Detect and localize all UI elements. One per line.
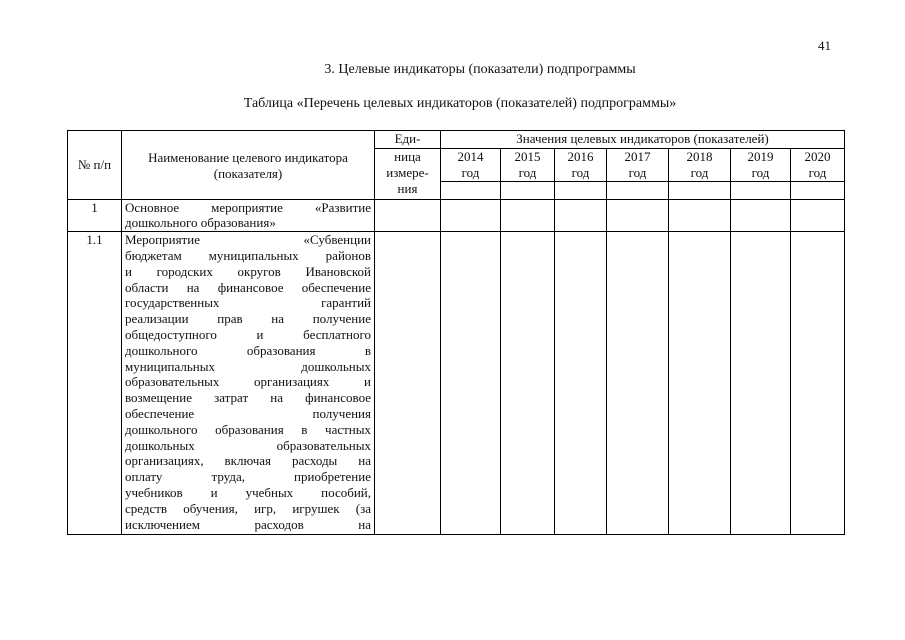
row-name-line: образовательных организациях и bbox=[125, 374, 371, 390]
row-value-2017 bbox=[607, 232, 669, 535]
table-caption: Таблица «Перечень целевых индикаторов (показателей) подпрограммы» bbox=[243, 96, 677, 111]
row-value-2016 bbox=[555, 199, 607, 232]
year-suffix: год bbox=[518, 164, 537, 180]
empty-cell bbox=[791, 181, 845, 199]
row-name bbox=[122, 232, 375, 535]
header-unit-line-4: ния bbox=[397, 180, 418, 196]
row-value-2020 bbox=[791, 199, 845, 232]
header-year-2020 bbox=[791, 149, 845, 182]
header-year-2016 bbox=[555, 149, 607, 182]
row-name-line: общедоступного и бесплатного bbox=[125, 326, 371, 342]
row-name-line: и городских округов Ивановской bbox=[125, 263, 371, 279]
header-unit-line-1: Еди- bbox=[375, 131, 441, 149]
row-name-line: дошкольных образовательных bbox=[125, 437, 371, 453]
year-label: 2014 bbox=[457, 149, 484, 164]
header-year-2014 bbox=[441, 149, 501, 182]
year-suffix: год bbox=[461, 164, 480, 180]
row-value-2015 bbox=[501, 232, 555, 535]
header-values-group: Значения целевых индикаторов (показателей) bbox=[441, 131, 845, 149]
header-year-2015 bbox=[501, 149, 555, 182]
header-year-2018 bbox=[669, 149, 731, 182]
header-unit-line-2: ница bbox=[394, 149, 421, 164]
row-name-line: обеспечение получения bbox=[125, 405, 371, 421]
year-suffix: год bbox=[690, 164, 709, 180]
header-name: Наименование целевого индикатора (показателя) bbox=[122, 131, 375, 200]
row-unit bbox=[375, 232, 441, 535]
header-unit bbox=[375, 149, 441, 200]
row-value-2014 bbox=[441, 232, 501, 535]
year-suffix: год bbox=[628, 164, 647, 180]
row-name-line: реализации прав на получение bbox=[125, 311, 371, 327]
row-name-line: возмещение затрат на финансовое bbox=[125, 390, 371, 406]
year-label: 2020 bbox=[804, 149, 831, 164]
header-num: № п/п bbox=[68, 131, 122, 200]
row-name-line: организациях, включая расходы на bbox=[125, 453, 371, 469]
row-name-line: государственных гарантий bbox=[125, 295, 371, 311]
empty-cell bbox=[607, 181, 669, 199]
year-label: 2016 bbox=[567, 149, 594, 164]
empty-cell bbox=[501, 181, 555, 199]
row-value-2015 bbox=[501, 199, 555, 232]
row-unit bbox=[375, 199, 441, 232]
year-suffix: год bbox=[751, 164, 770, 180]
row-name-line: оплату труда, приобретение bbox=[125, 469, 371, 485]
row-name-line: бюджетам муниципальных районов bbox=[125, 247, 371, 263]
row-name-line: дошкольного образования в частных bbox=[125, 421, 371, 437]
empty-cell bbox=[669, 181, 731, 199]
row-name-line: учебников и учебных пособий, bbox=[125, 484, 371, 500]
row-name: Основное мероприятие «Развитие дошкольного образования» bbox=[122, 199, 375, 232]
row-value-2019 bbox=[731, 199, 791, 232]
year-suffix: год bbox=[808, 164, 827, 180]
year-label: 2018 bbox=[686, 149, 713, 164]
year-suffix: год bbox=[571, 164, 590, 180]
year-label: 2015 bbox=[514, 149, 541, 164]
row-name-line: Мероприятие «Субвенции bbox=[125, 232, 371, 248]
table-row bbox=[68, 199, 845, 232]
row-num: 1 bbox=[68, 199, 122, 232]
page-number: 41 bbox=[818, 38, 831, 53]
row-name-line: исключением расходов на bbox=[125, 516, 371, 532]
row-num: 1.1 bbox=[68, 232, 122, 535]
header-year-2017 bbox=[607, 149, 669, 182]
row-value-2018 bbox=[669, 232, 731, 535]
row-value-2020 bbox=[791, 232, 845, 535]
year-label: 2019 bbox=[747, 149, 774, 164]
header-unit-line-3: измере- bbox=[386, 164, 429, 180]
header-year-2019 bbox=[731, 149, 791, 182]
row-name-line: области на финансовое обеспечение bbox=[125, 279, 371, 295]
row-value-2018 bbox=[669, 199, 731, 232]
row-name-line: муниципальных дошкольных bbox=[125, 358, 371, 374]
empty-cell bbox=[441, 181, 501, 199]
row-value-2019 bbox=[731, 232, 791, 535]
year-label: 2017 bbox=[624, 149, 651, 164]
empty-cell bbox=[731, 181, 791, 199]
table-row bbox=[68, 232, 845, 535]
section-title: 3. Целевые индикаторы (показатели) подпрограммы bbox=[324, 62, 636, 77]
header-row-top bbox=[68, 131, 845, 149]
row-value-2016 bbox=[555, 232, 607, 535]
indicators-table bbox=[67, 130, 845, 535]
row-name-line: средств обучения, игр, игрушек (за bbox=[125, 500, 371, 516]
row-name-line: дошкольного образования в bbox=[125, 342, 371, 358]
row-value-2014 bbox=[441, 199, 501, 232]
row-value-2017 bbox=[607, 199, 669, 232]
empty-cell bbox=[555, 181, 607, 199]
